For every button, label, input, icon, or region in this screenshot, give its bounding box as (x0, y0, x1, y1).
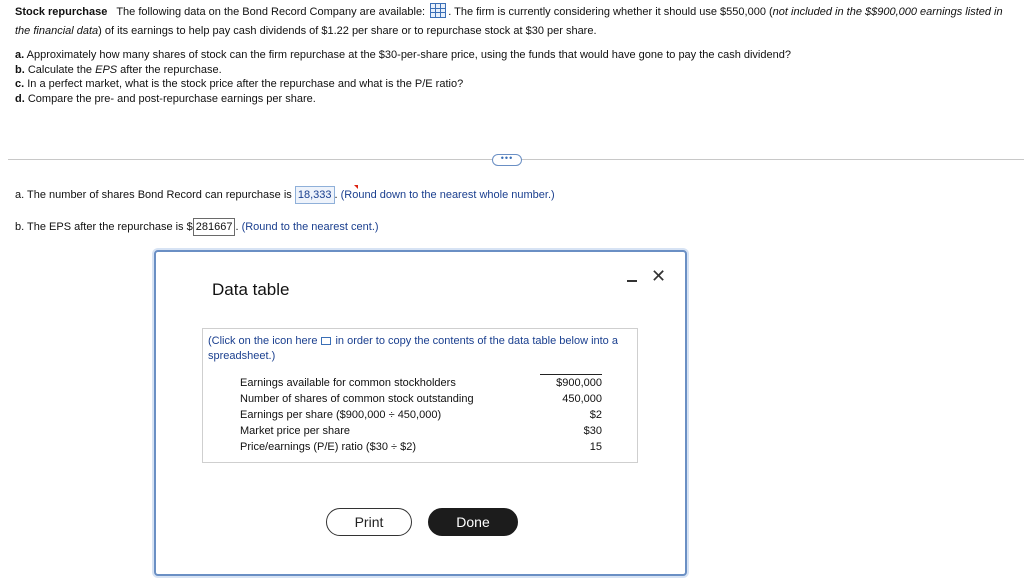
answer-a-line: a. The number of shares Bond Record can repurchase is 18,333 . (Round down to the nearest whole number.) (15, 186, 555, 204)
data-table-panel (202, 328, 638, 463)
row-label: Number of shares of common stock outstanding (240, 393, 474, 405)
table-row (240, 375, 602, 392)
question-c-text: In a perfect market, what is the stock price after the repurchase and what is the P/E ratio? (27, 78, 464, 90)
row-label: Market price per share (240, 425, 351, 437)
problem-statement (15, 3, 1015, 41)
row-label: Earnings available for common stockholders (240, 376, 456, 389)
table-row (240, 407, 602, 423)
question-b-post: after the repurchase. (117, 63, 222, 76)
copy-note-pre: (Click on the icon here (208, 335, 318, 347)
row-label: Price/earnings (P/E) ratio ($30 ÷ $2) (240, 441, 416, 453)
question-b (15, 63, 791, 78)
row-label: Earnings per share ($900,000 ÷ 450,000) (240, 409, 442, 421)
question-a (15, 48, 791, 63)
minimize-icon[interactable] (625, 271, 639, 285)
data-table-dialog (154, 250, 687, 576)
copy-to-spreadsheet-icon[interactable] (321, 337, 331, 345)
row-value: $2 (589, 409, 602, 421)
problem-text-2: . The firm is currently considering whether it should use $550,000 ( (448, 6, 773, 18)
problem-italic-note: not included in the $$900,000 earnings listed in the financial data (15, 6, 1003, 37)
question-c-letter: c. (15, 78, 25, 90)
row-value: 450,000 (562, 393, 602, 405)
table-row (240, 439, 602, 455)
copy-note-post: in order to copy the contents of the data table below into a spreadsheet.) (208, 335, 618, 362)
question-d (15, 92, 791, 107)
table-row (240, 423, 602, 439)
question-a-letter: a. (15, 49, 25, 61)
question-d-letter: d. (15, 92, 25, 105)
row-value: 15 (589, 441, 602, 453)
problem-text-1: The following data on the Bond Record Company are available: (116, 6, 426, 18)
done-button[interactable]: Done (428, 508, 518, 536)
row-value: $900,000 (540, 375, 602, 392)
dialog-title: Data table (212, 280, 290, 299)
question-list (15, 48, 791, 106)
answer-b-input[interactable]: 281667 (193, 218, 236, 236)
financial-data-table (240, 374, 602, 455)
answer-b-line: b. The EPS after the repurchase is $ 281667 . (Round to the nearest cent.) (15, 218, 379, 236)
answer-a-input[interactable]: 18,333 (295, 186, 335, 204)
answer-b-prompt: b. The EPS after the repurchase is $ (15, 221, 193, 233)
data-table-icon[interactable] (430, 3, 446, 18)
copy-note (208, 334, 628, 364)
question-b-pre: Calculate the (27, 63, 96, 76)
table-row (240, 391, 602, 407)
question-b-letter: b. (15, 63, 25, 76)
problem-text-3: ) of its earnings to help pay cash dividends of $1.22 per share or to repurchase stock at $30 per share. (98, 25, 597, 37)
question-d-text: Compare the pre- and post-repurchase earnings per share. (27, 92, 316, 105)
answer-a-prompt: a. The number of shares Bond Record can repurchase is (15, 189, 292, 201)
incorrect-flag-icon (354, 185, 358, 189)
answer-b-hint: (Round to the nearest cent.) (241, 221, 379, 233)
close-icon[interactable]: ✕ (651, 266, 667, 286)
question-a-text: Approximately how many shares of stock can the firm repurchase at the $30-per-share price, using the funds that would have gone to pay the cash dividend? (26, 49, 791, 61)
answer-a-hint: (Round down to the nearest whole number.) (340, 189, 555, 201)
problem-title: Stock repurchase (15, 6, 108, 18)
row-value: $30 (583, 425, 602, 437)
print-button[interactable]: Print (326, 508, 412, 536)
question-c (15, 77, 791, 92)
question-b-em: EPS (95, 63, 118, 76)
expand-more-button[interactable]: ••• (492, 154, 522, 166)
